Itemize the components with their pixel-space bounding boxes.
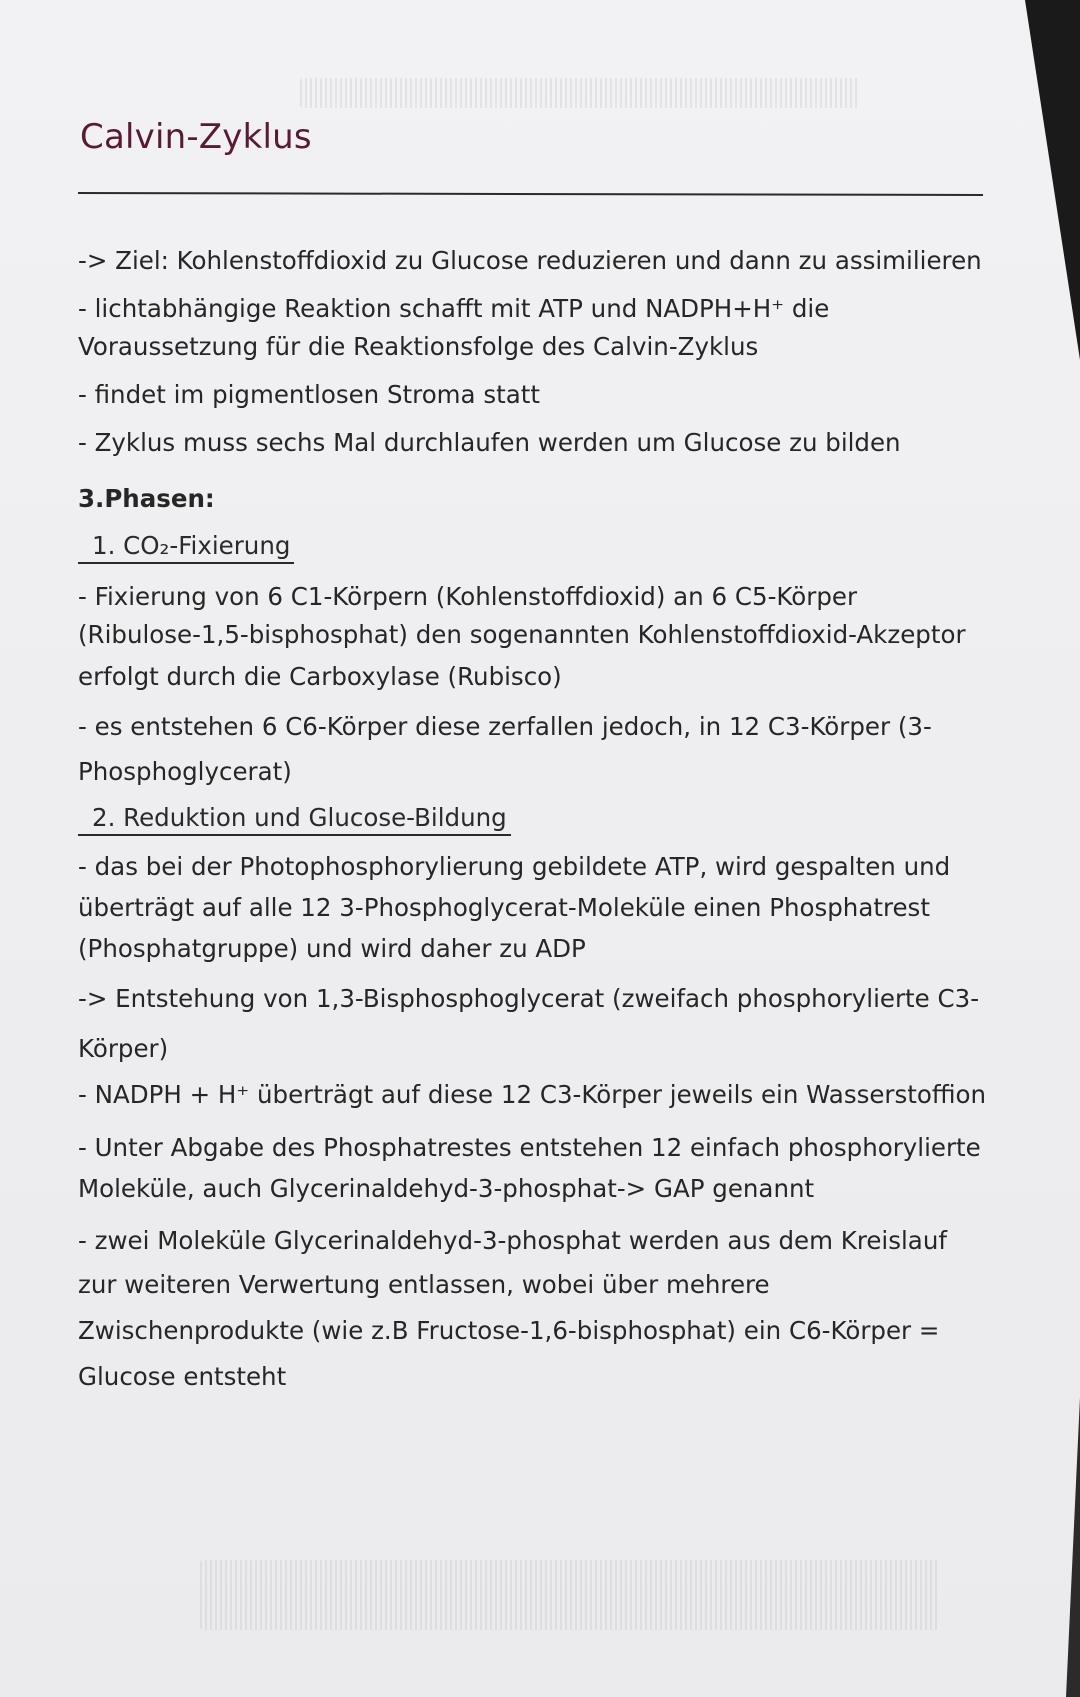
intro-line: - lichtabhängige Reaktion schafft mit ATP und NADPH+H⁺ die: [78, 294, 830, 323]
phase2-line: überträgt auf alle 12 3-Phosphoglycerat-Moleküle einen Phosphatrest: [78, 893, 930, 922]
page-title: Calvin-Zyklus: [80, 117, 312, 157]
page-edge-shadow: [1025, 0, 1080, 360]
title-divider: [78, 192, 983, 196]
intro-line: - findet im pigmentlosen Stroma statt: [78, 380, 540, 409]
intro-line: -> Ziel: Kohlenstoffdioxid zu Glucose reduzieren und dann zu assimilieren: [78, 246, 982, 275]
print-artifact: [200, 1560, 940, 1630]
phase2-line: - das bei der Photophosphorylierung gebildete ATP, wird gespalten und: [78, 852, 951, 881]
phase1-heading: 1. CO₂-Fixierung: [78, 530, 294, 564]
intro-line: - Zyklus muss sechs Mal durchlaufen werden um Glucose zu bilden: [78, 428, 901, 457]
phase2-line: - zwei Moleküle Glycerinaldehyd-3-phosphat werden aus dem Kreislauf: [78, 1226, 947, 1255]
phase2-line: Glucose entsteht: [78, 1362, 287, 1391]
phase1-line: erfolgt durch die Carboxylase (Rubisco): [78, 662, 562, 691]
phase2-line: - Unter Abgabe des Phosphatrestes entstehen 12 einfach phosphorylierte: [78, 1133, 981, 1162]
page-edge-shadow-bottom: [1066, 1397, 1080, 1697]
phase2-line: Zwischenprodukte (wie z.B Fructose-1,6-bisphosphat) ein C6-Körper =: [78, 1316, 940, 1345]
phase2-line: - NADPH + H⁺ überträgt auf diese 12 C3-Körper jeweils ein Wasserstoffion: [78, 1080, 987, 1109]
phase1-line: (Ribulose-1,5-bisphosphat) den sogenannten Kohlenstoffdioxid-Akzeptor: [78, 620, 966, 649]
phase2-heading: 2. Reduktion und Glucose-Bildung: [78, 802, 511, 836]
phase2-line: zur weiteren Verwertung entlassen, wobei über mehrere: [78, 1270, 770, 1299]
intro-line: Voraussetzung für die Reaktionsfolge des Calvin-Zyklus: [78, 332, 759, 361]
phase2-line: (Phosphatgruppe) und wird daher zu ADP: [78, 934, 586, 963]
print-artifact: [300, 78, 860, 108]
phases-heading: 3.Phasen:: [78, 484, 215, 513]
phase1-line: - Fixierung von 6 C1-Körpern (Kohlenstoffdioxid) an 6 C5-Körper: [78, 582, 858, 611]
phase1-line: Phosphoglycerat): [78, 757, 292, 786]
phase1-line: - es entstehen 6 C6-Körper diese zerfallen jedoch, in 12 C3-Körper (3-: [78, 712, 932, 741]
phase2-line: Körper): [78, 1034, 169, 1063]
phase2-line: Moleküle, auch Glycerinaldehyd-3-phosphat-> GAP genannt: [78, 1174, 815, 1203]
phase2-line: -> Entstehung von 1,3-Bisphosphoglycerat (zweifach phosphorylierte C3-: [78, 984, 980, 1013]
